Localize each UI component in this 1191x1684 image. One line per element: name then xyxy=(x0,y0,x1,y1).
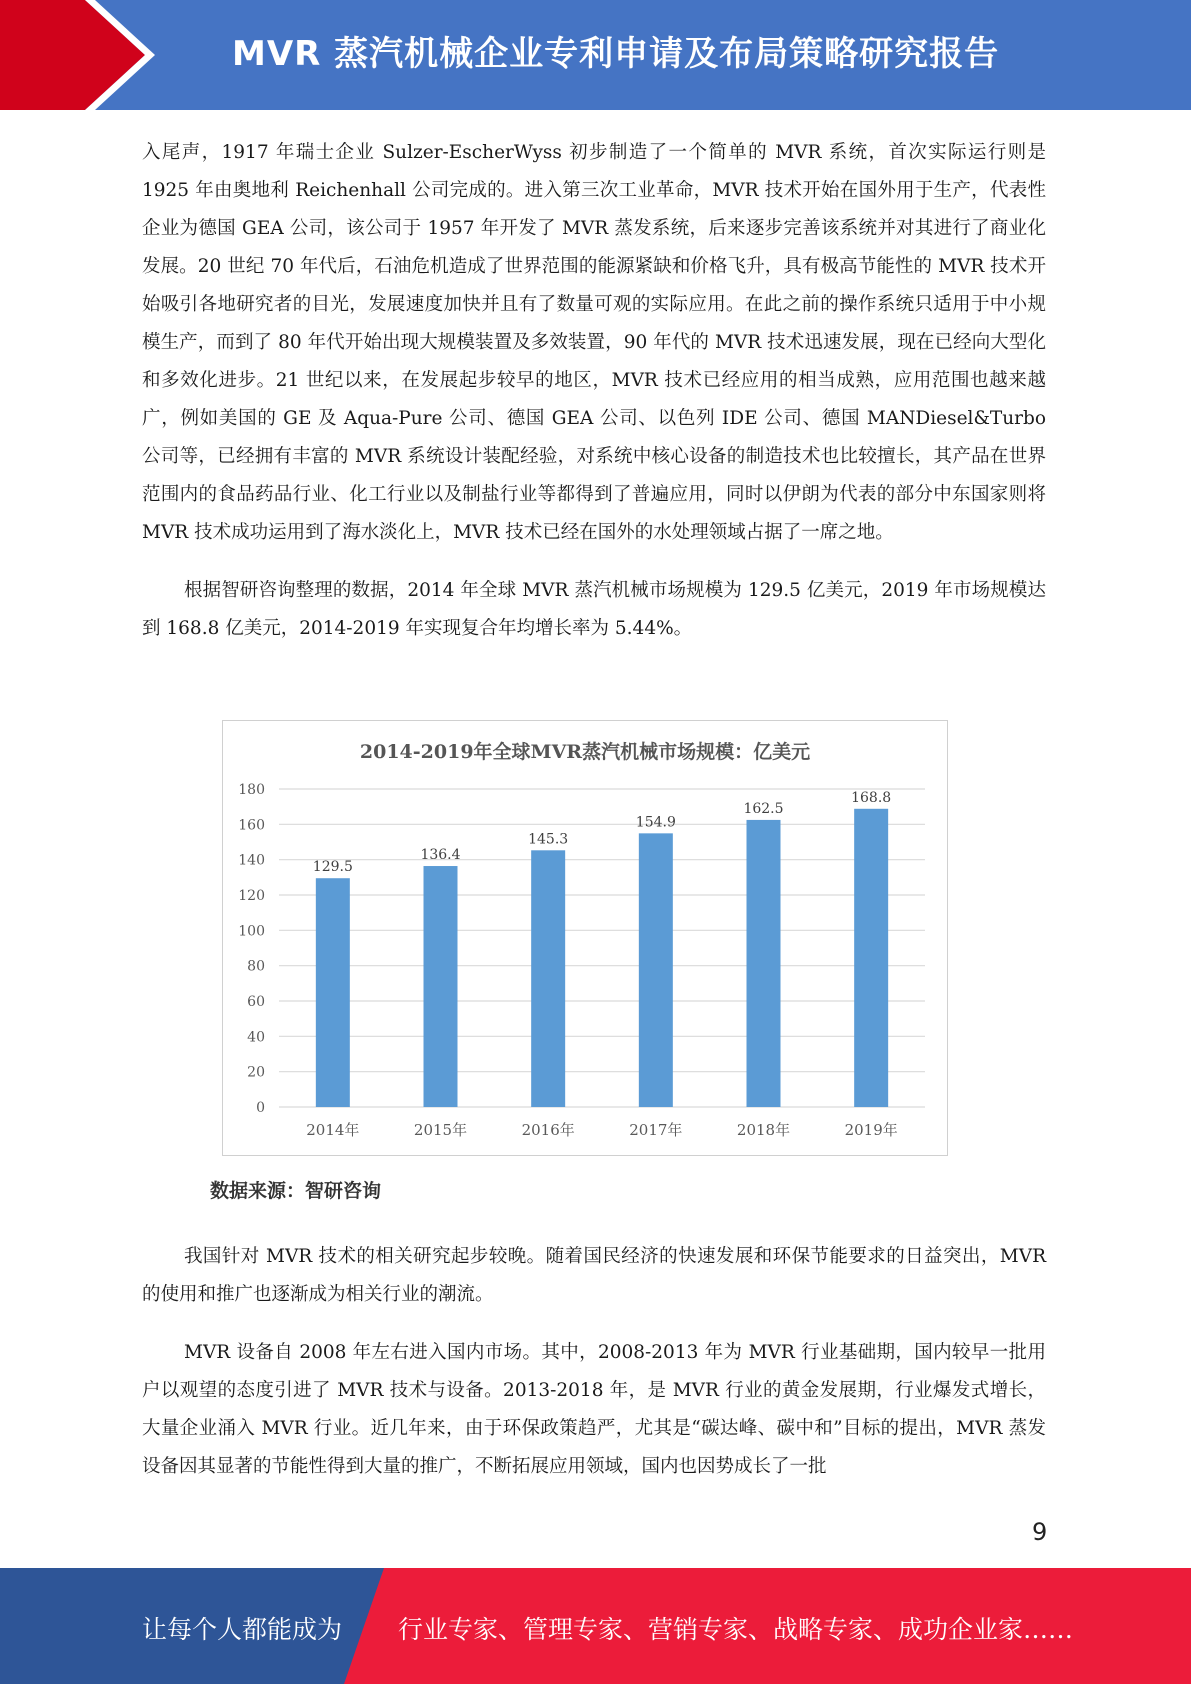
chart-plot xyxy=(223,721,947,1155)
bar xyxy=(747,820,781,1107)
body-content xyxy=(142,134,1046,670)
header-title: MVR 蒸汽机械企业专利申请及布局策略研究报告 xyxy=(232,34,1000,74)
bar xyxy=(424,866,458,1107)
data-label: 168.8 xyxy=(851,789,892,806)
bar xyxy=(639,833,673,1107)
paragraph-1: 入尾声，1917 年瑞士企业 Sulzer-EscherWyss 初步制造了一个简单的 MVR 系统，首次实际运行则是 1925 年由奥地利 Reichenhall 公司完成的。进入第三次工业革命，MVR 技术开始在国外用于生产，代表性企业为德国 GEA 公司，该公司于 1957 年开发了 MVR 蒸发系统，后来逐步完善该系统并对其进行了商业化发展。20 世纪 70 年代后，石油危机造成了世界范围的能源紧缺和价格飞升，具有极高节能性的 MVR 技术开始吸引各地研究者的目光，发展速度加快并且有了数量可观的实际应用。在此之前的操作系统只适用于中小规模生产，而到了 80 年代开始出现大规模装置及多效装置，90 年代的 MVR 技术迅速发展，现在已经向大型化和多效化进步。21 世纪以来，在发展起步较早的地区，MVR 技术已经应用的相当成熟，应用范围也越来越广，例如美国的 GE 及 Aqua-Pure 公司、德国 GEA 公司、以色列 IDE 公司、德国 MANDiesel&Turbo 公司等，已经拥有丰富的 MVR 系统设计装配经验，对系统中核心设备的制造技术也比较擅长，其产品在世界范围内的食品药品行业、化工行业以及制盐行业等都得到了普遍应用，同时以伊朗为代表的部分中东国家则将 MVR 技术成功运用到了海水淡化上，MVR 技术已经在国外的水处理领域占据了一席之地。 xyxy=(142,142,1046,543)
y-tick-label: 20 xyxy=(247,1064,265,1081)
paragraph-2: 根据智研咨询整理的数据，2014 年全球 MVR 蒸汽机械市场规模为 129.5 亿美元，2019 年市场规模达到 168.8 亿美元，2014-2019 年实现复合年均增长率为 5.44%。 xyxy=(142,580,1046,639)
paragraph-3: 我国针对 MVR 技术的相关研究起步较晚。随着国民经济的快速发展和环保节能要求的日益突出，MVR 的使用和推广也逐渐成为相关行业的潮流。 xyxy=(142,1246,1046,1305)
page-footer xyxy=(0,1568,1191,1684)
x-tick-label: 2015年 xyxy=(413,1121,468,1139)
x-tick-label: 2018年 xyxy=(736,1121,791,1139)
y-tick-label: 100 xyxy=(238,923,265,940)
y-tick-label: 0 xyxy=(256,1100,265,1116)
bar-chart xyxy=(222,720,948,1156)
y-tick-label: 140 xyxy=(238,852,265,869)
page-header xyxy=(0,0,1191,110)
y-tick-label: 160 xyxy=(238,817,265,834)
bar xyxy=(316,878,350,1107)
chart-title: 2014-2019年全球MVR蒸汽机械市场规模：亿美元 xyxy=(359,741,811,763)
footer-slogan-right: 行业专家、管理专家、营销专家、战略专家、成功企业家…… xyxy=(398,1615,1074,1644)
x-tick-label: 2016年 xyxy=(521,1121,575,1139)
data-label: 145.3 xyxy=(528,831,569,848)
bar xyxy=(531,850,565,1107)
x-tick-label: 2014年 xyxy=(306,1121,360,1139)
y-tick-label: 40 xyxy=(247,1029,265,1046)
data-label: 162.5 xyxy=(743,800,784,817)
paragraph-4: MVR 设备自 2008 年左右进入国内市场。其中，2008-2013 年为 MVR 行业基础期，国内较早一批用户以观望的态度引进了 MVR 技术与设备。2013-2018 年，是 MVR 行业的黄金发展期，行业爆发式增长，大量企业涌入 MVR 行业。近几年来，由于环保政策趋严，尤其是“碳达峰、碳中和”目标的提出，MVR 蒸发设备因其显著的节能性得到大量的推广，不断拓展应用领域，国内也因势成长了一批 xyxy=(142,1342,1046,1477)
x-tick-label: 2019年 xyxy=(844,1121,898,1139)
data-source: 数据来源：智研咨询 xyxy=(210,1180,382,1202)
data-label: 129.5 xyxy=(312,859,353,876)
footer-slogan-left: 让每个人都能成为 xyxy=(142,1615,343,1644)
body-content-2 xyxy=(142,1238,1046,1506)
y-tick-label: 60 xyxy=(247,994,265,1010)
page-number: 9 xyxy=(1032,1518,1048,1546)
data-label: 154.9 xyxy=(635,814,676,831)
y-tick-label: 80 xyxy=(247,958,265,975)
x-tick-label: 2017年 xyxy=(629,1121,683,1139)
y-tick-label: 180 xyxy=(238,782,265,798)
data-label: 136.4 xyxy=(420,847,461,864)
y-tick-label: 120 xyxy=(238,888,265,904)
bar xyxy=(854,809,888,1107)
